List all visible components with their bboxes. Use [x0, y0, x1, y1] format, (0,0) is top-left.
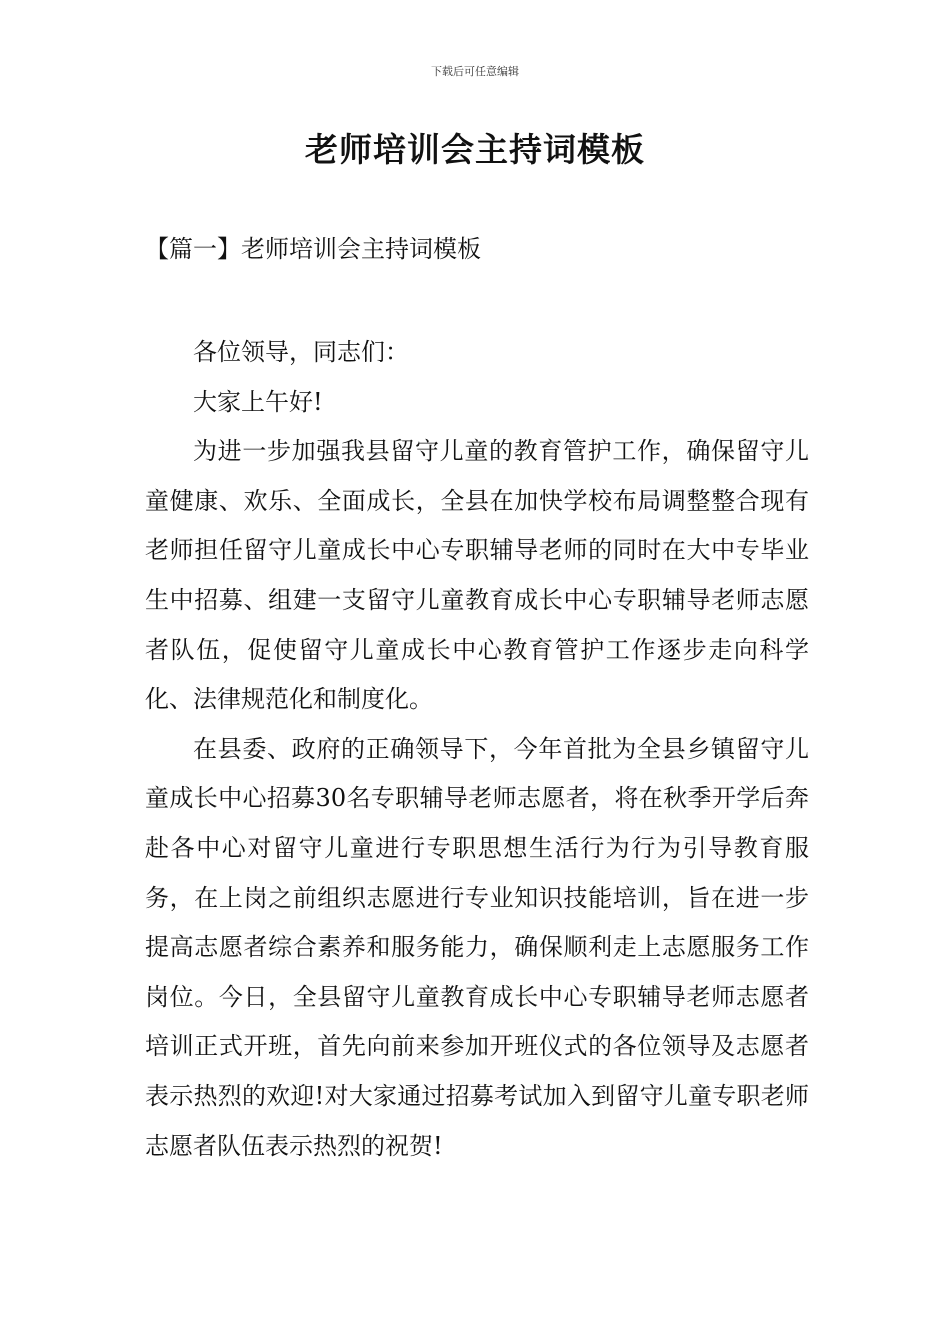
section-heading: 【篇一】老师培训会主持词模板: [145, 235, 481, 263]
paragraph-background: 为进一步加强我县留守儿童的教育管护工作，确保留守儿童健康、欢乐、全面成长，全县在加快学校布局调整整合现有老师担任留守儿童成长中心专职辅导老师的同时在大中专毕业生中招募、组建一支留守儿童教育成长中心专职辅导老师志愿者队伍，促使留守儿童成长中心教育管护工作逐步走向科学化、法律规范化和制度化。: [145, 437, 809, 714]
paragraph-opening: 在县委、政府的正确领导下，今年首批为全县乡镇留守儿童成长中心招募30名专职辅导老师志愿者，将在秋季开学后奔赴各中心对留守儿童进行专职思想生活行为行为引导教育服务，在上岗之前组织志愿进行专业知识技能培训，旨在进一步提高志愿者综合素养和服务能力，确保顺利走上志愿服务工作岗位。今日，全县留守儿童教育成长中心专职辅导老师志愿者培训正式开班，首先向前来参加开班仪式的各位领导及志愿者表示热烈的欢迎!对大家通过招募考试加入到留守儿童专职老师志愿者队伍表示热烈的祝贺!: [145, 734, 809, 1160]
paragraph-greeting: 大家上午好!: [193, 387, 323, 416]
paragraph-salutation: 各位领导，同志们：: [193, 338, 409, 366]
document-body: [145, 328, 809, 1171]
header-note: 下载后可任意编辑: [431, 65, 519, 78]
document-title: 老师培训会主持词模板: [305, 130, 645, 169]
